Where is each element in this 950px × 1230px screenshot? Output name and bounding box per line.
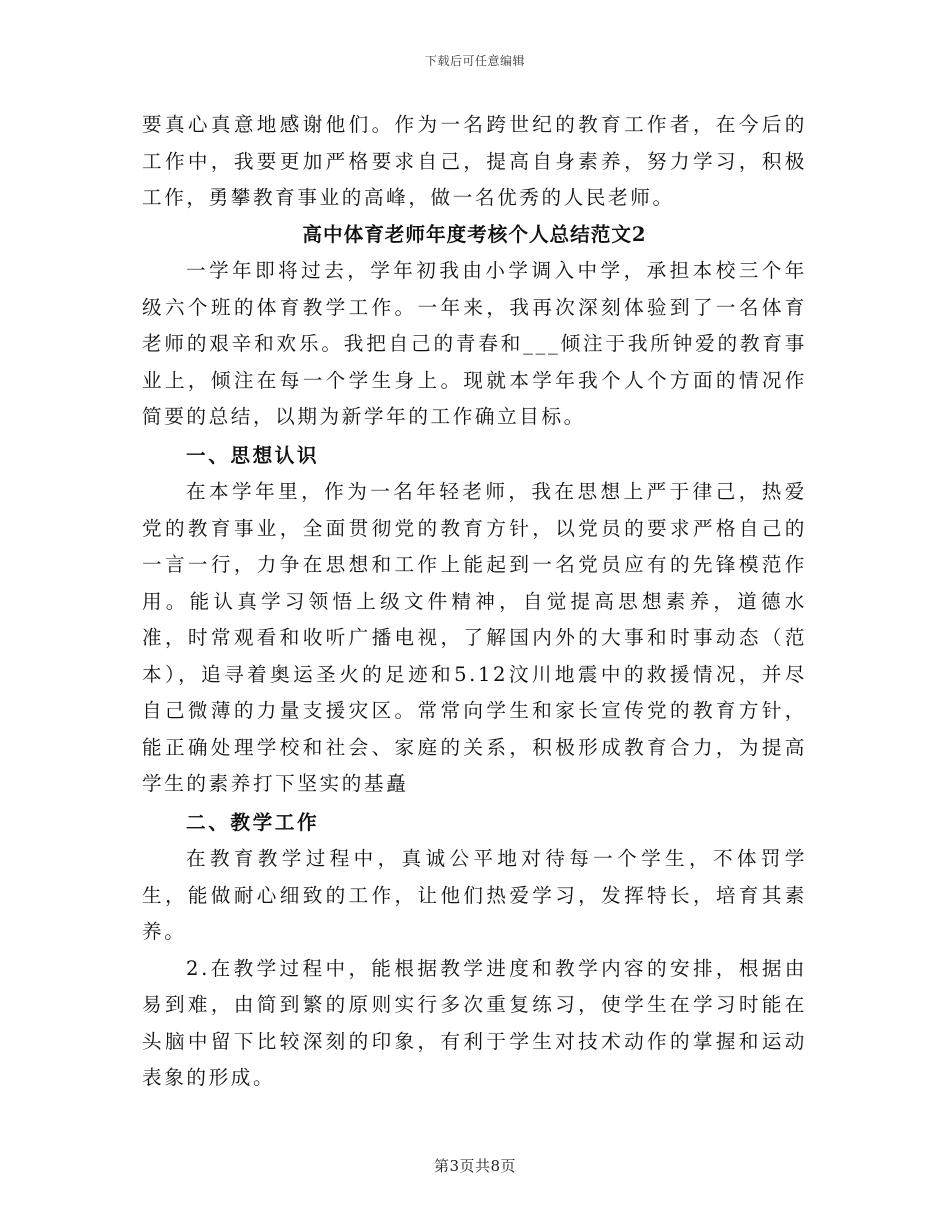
page-number: 第3页共8页 <box>433 1157 517 1175</box>
page-header: 下载后可任意编辑 <box>424 54 525 68</box>
paragraph-thought: 在本学年里，作为一名年轻老师，我在思想上严于律己，热爱党的教育事业，全面贯彻党的教育方针，以党员的要求严格自己的一言一行，力争在思想和工作上能起到一名党员应有的先锋模范作用。能认真学习领悟上级文件精神，自觉提高思想素养，道德水准，时常观看和收听广播电视，了解国内外的大事和时事动态（范本），追寻着奥运圣火的足迹和5.12汶川地震中的救援情况，并尽自己微薄的力量支援灾区。常常向学生和家长宣传党的教育方针，能正确处理学校和社会、家庭的关系，积极形成教育合力，为提高学生的素养打下坚实的基矗 <box>142 480 807 795</box>
document-body <box>142 107 807 1097</box>
paragraph-opening: 一学年即将过去，学年初我由小学调入中学，承担本校三个年级六个班的体育教学工作。一年来，我再次深刻体验到了一名体育老师的艰辛和欢乐。我把自己的青春和___倾注于我所钟爱的教育事业上，倾注在每一个学生身上。现就本学年我个人个方面的情况作简要的总结，以期为新学年的工作确立目标。 <box>142 259 807 428</box>
section-heading-teaching: 二、教学工作 <box>186 810 320 834</box>
paragraph-teaching-2: 2.在教学过程中，能根据教学进度和教学内容的安排，根据由易到难，由简到繁的原则实行多次重复练习，使学生在学习时能在头脑中留下比较深刻的印象，有利于学生对技术动作的掌握和运动表象的形成。 <box>142 956 807 1089</box>
document-title: 高中体育老师年度考核个人总结范文2 <box>302 222 647 246</box>
intro-paragraph: 要真心真意地感谢他们。作为一名跨世纪的教育工作者，在今后的工作中，我要更加严格要求自己，提高自身素养，努力学习，积极工作，勇攀教育事业的高峰，做一名优秀的人民老师。 <box>142 113 807 209</box>
section-heading-thought: 一、思想认识 <box>186 443 320 467</box>
paragraph-teaching-1: 在教育教学过程中，真诚公平地对待每一个学生，不体罚学生，能做耐心细致的工作，让他们热爱学习，发挥特长，培育其素养。 <box>142 847 807 943</box>
